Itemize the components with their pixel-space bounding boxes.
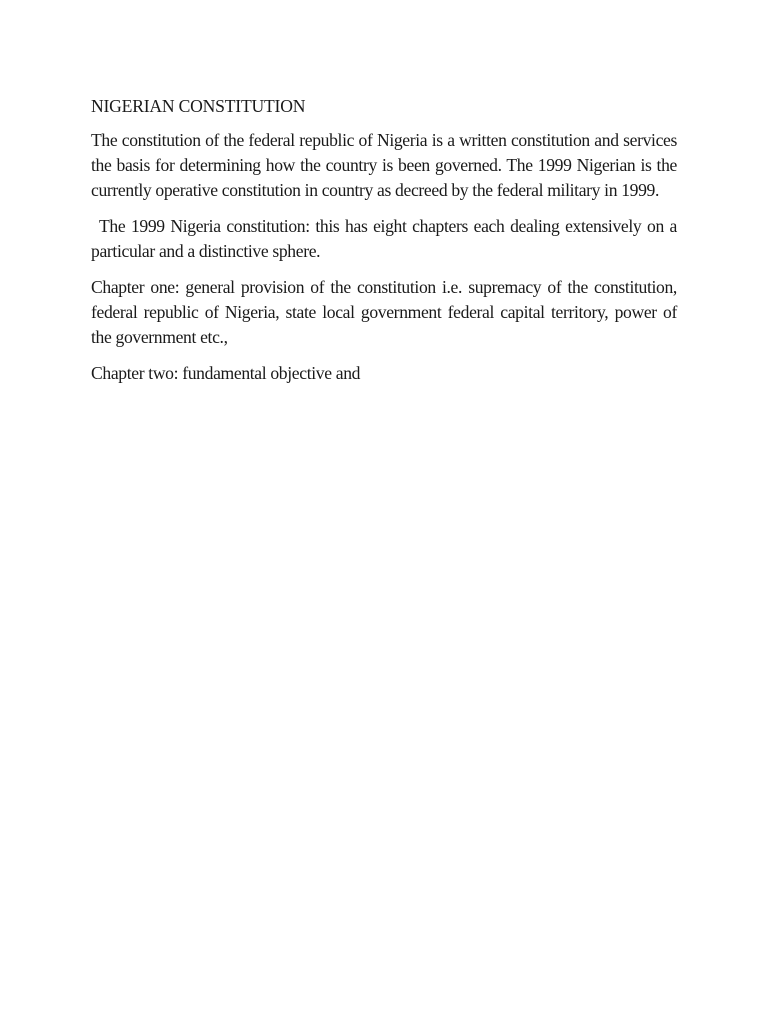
- document-body: [91, 94, 677, 386]
- paragraph-intro: The constitution of the federal republic of Nigeria is a written constitution and services the basis for determining how the country is been governed. The 1999 Nigerian is the currently operative constitution in country as decreed by the federal military in 1999.: [91, 130, 677, 200]
- paragraph-chapter-one: Chapter one: general provision of the constitution i.e. supremacy of the constitution, federal republic of Nigeria, state local government federal capital territory, power of the government etc.,: [91, 277, 677, 347]
- document-heading: NIGERIAN CONSTITUTION: [91, 96, 306, 116]
- paragraph-chapters-overview: The 1999 Nigeria constitution: this has eight chapters each dealing extensively on a particular and a distinctive sphere.: [91, 216, 677, 261]
- paragraph-chapter-two-truncated: Chapter two: fundamental objective and: [91, 363, 361, 383]
